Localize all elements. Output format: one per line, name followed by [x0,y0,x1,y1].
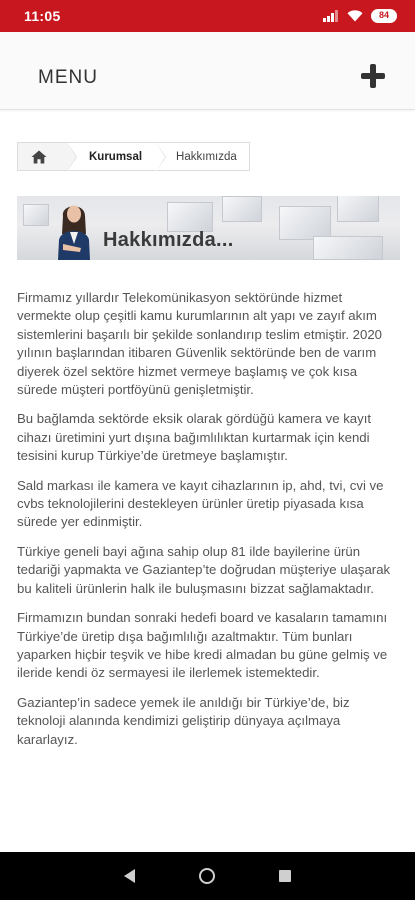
status-time: 11:05 [24,8,61,24]
status-icons [323,9,397,23]
paragraph: Gaziantep’in sadece yemek ile anıldığı bir Türkiye’de, biz teknoloji alanında kendimizi geliştirip dünyaya açılmaya kararlayız. [17,694,350,747]
home-circle-icon[interactable] [199,868,215,884]
breadcrumb-home[interactable] [18,143,67,170]
breadcrumb-current: Hakkımızda [176,150,237,163]
breadcrumb-kurumsal[interactable]: Kurumsal [67,143,156,170]
paragraph: Firmamız yıllardır Telekomünikasyon sektöründe hizmet vermekte olup çeşitli kamu kurumlarının alt yapı ve zayıf akım sistemlerini başarılı bir şekilde sonlandırıp teslim etmiştir. 2020 yılının başlarından itibaren Güvenlik sektöründe ben de varım diyerek özel sektöre hizmet vermeye başlamış ve çok kısa sürede müşteri portföyünü genişletmiştir. [17,290,382,398]
home-icon [31,150,47,164]
paragraph: Türkiye geneli bayi ağına sahip olup 81 ilde bayilerine ürün tedariği yapmakta ve Gaziantep’te doğrudan müşteriye ulaşarak bu kaliteli ürünlerin halk ile buluşmasını bizzat sağlamaktadır. [17,543,391,596]
status-bar [0,0,415,32]
banner-title: Hakkımızda... [103,229,234,251]
banner-cube [279,206,331,240]
banner-cube [222,196,262,222]
paragraph: Bu bağlamda sektörde eksik olarak gördüğü kamera ve kayıt cihazı üretimini yurt dışına bağımlılıktan kurtarmak için kendi tesisini kurup Türkiye’de üretmeye başlamıştır. [17,411,372,464]
menu-label[interactable]: MENU [38,67,98,88]
wifi-icon [347,10,363,22]
page-banner [17,196,400,260]
paragraph: Firmamızın bundan sonraki hedefi board ve kasaların tamamını Türkiye’de üretip dışa bağımlılığı azaltmaktır. Tüm bunları yaparken hiçbir teşvik ve hibe kredi almadan bu güne gelmiş ve ileride kendi öz sermayesi ile ilerlemek istemektedir. [17,610,388,681]
person-illustration [55,198,93,260]
plus-icon[interactable] [361,64,385,88]
battery-icon: 84 [371,9,397,23]
about-content [17,289,400,760]
breadcrumb [17,142,250,171]
banner-cube [167,202,213,232]
paragraph: Sald markası ile kamera ve kayıt cihazlarının ip, ahd, tvi, cvi ve cvbs teknolojilerini destekleyen ürünler üretip piyasada kısa sürede yer edinmiştir. [17,477,384,530]
recent-apps-icon[interactable] [279,870,291,882]
signal-icon [323,10,339,22]
banner-cube [23,204,49,226]
menu-bar [0,32,415,110]
banner-cube [337,196,379,222]
banner-cube [313,236,383,260]
system-nav-bar [0,852,415,900]
back-icon[interactable] [124,869,135,883]
